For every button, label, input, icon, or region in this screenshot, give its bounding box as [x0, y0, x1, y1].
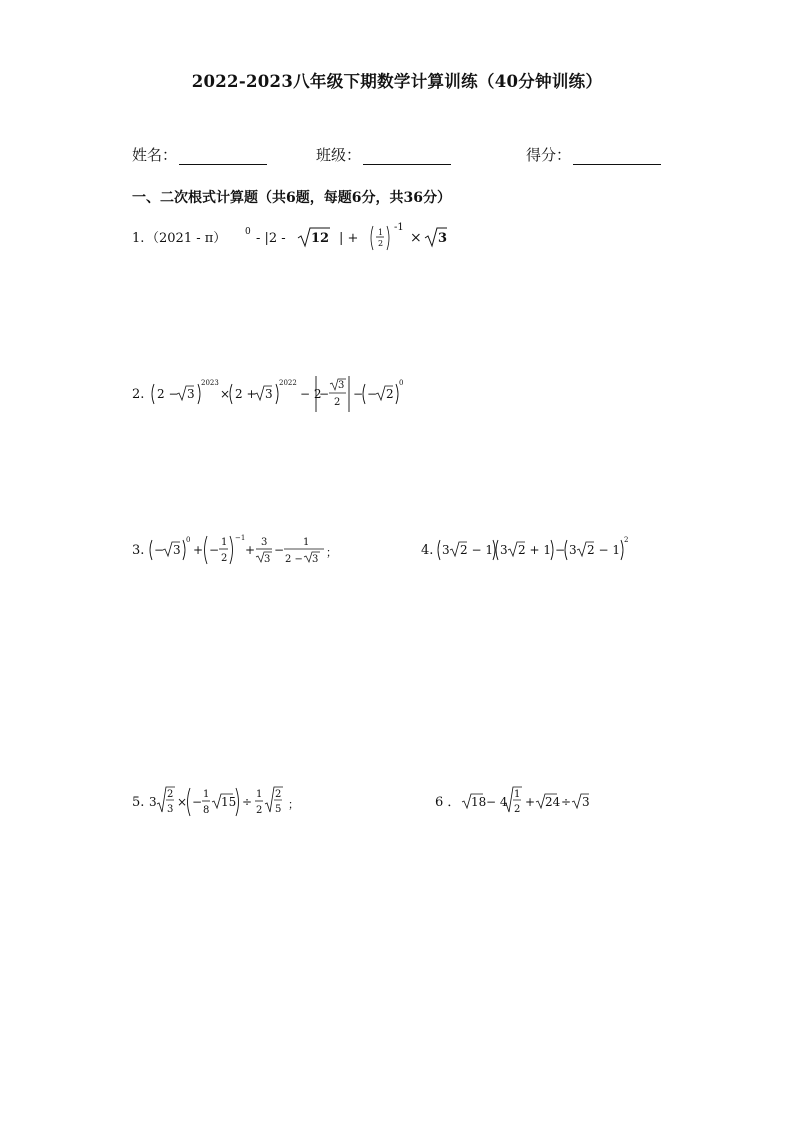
svg-text:+: +: [525, 795, 536, 809]
class-field: [316, 144, 451, 165]
svg-text:（2021 - π）: （2021 - π）: [146, 231, 227, 246]
svg-text:×: ×: [177, 795, 188, 809]
svg-text:| +: | +: [339, 231, 359, 246]
svg-text:3: 3: [149, 795, 157, 809]
svg-text:3: 3: [167, 804, 174, 815]
svg-text:18: 18: [471, 795, 487, 809]
svg-text:0: 0: [245, 227, 251, 237]
svg-text:2: 2: [386, 387, 394, 401]
svg-text:÷: ÷: [561, 795, 572, 809]
svg-text:3: 3: [569, 543, 577, 557]
svg-text:1: 1: [303, 537, 310, 548]
name-field: [132, 144, 267, 165]
svg-text:0: 0: [399, 379, 404, 387]
problem-6: [435, 780, 605, 829]
svg-text:2 + 1: 2 + 1: [518, 543, 551, 557]
problem-4-number: 4.: [421, 543, 434, 558]
class-blank[interactable]: [363, 150, 451, 165]
problem-4: [421, 528, 631, 577]
svg-text:1: 1: [256, 789, 263, 800]
svg-text:−: −: [154, 543, 165, 557]
svg-text:−: −: [192, 795, 203, 809]
svg-text:−: −: [209, 543, 220, 557]
svg-text:2: 2: [167, 789, 174, 800]
svg-text:8: 8: [203, 805, 210, 816]
score-blank[interactable]: [573, 150, 661, 165]
svg-text:− 4: − 4: [486, 795, 508, 809]
svg-text:3: 3: [264, 554, 271, 565]
svg-text:−: −: [319, 387, 330, 401]
svg-text:3: 3: [187, 387, 195, 401]
svg-text:−: −: [555, 543, 566, 557]
svg-text:3: 3: [265, 387, 273, 401]
svg-text:3: 3: [261, 537, 268, 548]
svg-text:3: 3: [173, 543, 181, 557]
svg-text:0: 0: [186, 536, 191, 544]
svg-text:5: 5: [275, 804, 282, 815]
score-label: 得分：: [526, 146, 572, 164]
svg-text:15: 15: [221, 795, 237, 809]
name-label: 姓名：: [132, 146, 178, 164]
svg-text:12: 12: [311, 231, 330, 246]
svg-text:1: 1: [514, 789, 521, 800]
svg-text:2022: 2022: [279, 379, 297, 387]
svg-text:2: 2: [514, 804, 521, 815]
problem-5-formula: [132, 780, 322, 826]
svg-text:2 +: 2 +: [235, 387, 257, 401]
problem-6-number: 6 ．: [435, 795, 461, 810]
svg-text:2: 2: [334, 397, 341, 408]
svg-text:1: 1: [378, 228, 384, 237]
svg-text:3: 3: [582, 795, 590, 809]
problem-5-tail: ；: [288, 798, 299, 811]
svg-text:- |2 -: - |2 -: [256, 231, 286, 246]
svg-text:3: 3: [312, 554, 319, 565]
problem-2: [132, 372, 432, 419]
problem-3-tail: ；: [326, 546, 337, 559]
svg-text:×: ×: [410, 230, 422, 246]
svg-text:2 −: 2 −: [157, 387, 179, 401]
svg-text:2 − 1: 2 − 1: [460, 543, 493, 557]
svg-text:−: −: [353, 387, 364, 401]
problem-3-number: 3.: [132, 543, 145, 558]
class-label: 班级：: [316, 146, 362, 164]
svg-text:2 − 1: 2 − 1: [587, 543, 620, 557]
svg-text:−: −: [274, 543, 285, 557]
problem-1-number: 1.: [132, 231, 145, 246]
svg-text:÷: ÷: [242, 795, 253, 809]
page-title: 2022-2023八年级下期数学计算训练（40分钟训练）: [191, 72, 603, 91]
svg-text:×: ×: [220, 387, 231, 401]
svg-text:+: +: [193, 543, 204, 557]
problem-4-formula: [421, 528, 631, 574]
svg-text:24: 24: [545, 795, 561, 809]
svg-text:3: 3: [438, 231, 448, 246]
svg-text:1: 1: [221, 537, 228, 548]
problem-1-formula: [132, 222, 462, 258]
problem-2-number: 2.: [132, 387, 145, 402]
svg-text:+: +: [245, 543, 256, 557]
svg-text:2: 2: [221, 553, 228, 564]
problem-2-formula: [132, 372, 432, 416]
svg-text:3: 3: [338, 380, 345, 391]
svg-text:2: 2: [256, 805, 263, 816]
svg-text:− 2: − 2: [300, 387, 322, 401]
problem-1: [132, 222, 462, 261]
score-field: [526, 144, 661, 165]
problem-6-formula: [435, 780, 605, 826]
svg-text:3: 3: [442, 543, 450, 557]
svg-text:3: 3: [500, 543, 508, 557]
svg-text:2 −: 2 −: [285, 554, 303, 565]
name-blank[interactable]: [179, 150, 267, 165]
svg-text:2: 2: [624, 536, 629, 544]
svg-text:2: 2: [275, 789, 282, 800]
svg-text:2023: 2023: [201, 379, 219, 387]
problem-5: [132, 780, 322, 829]
svg-text:2: 2: [378, 239, 384, 248]
svg-text:1: 1: [203, 789, 210, 800]
svg-text:−1: −1: [235, 534, 246, 542]
svg-text:-1: -1: [394, 222, 404, 233]
problem-5-number: 5.: [132, 795, 145, 810]
problem-3: [132, 528, 352, 577]
problem-3-formula: [132, 528, 352, 574]
svg-text:−: −: [367, 387, 378, 401]
section-heading: 一、二次根式计算题（共6题，每题6分，共36分）: [132, 190, 451, 206]
